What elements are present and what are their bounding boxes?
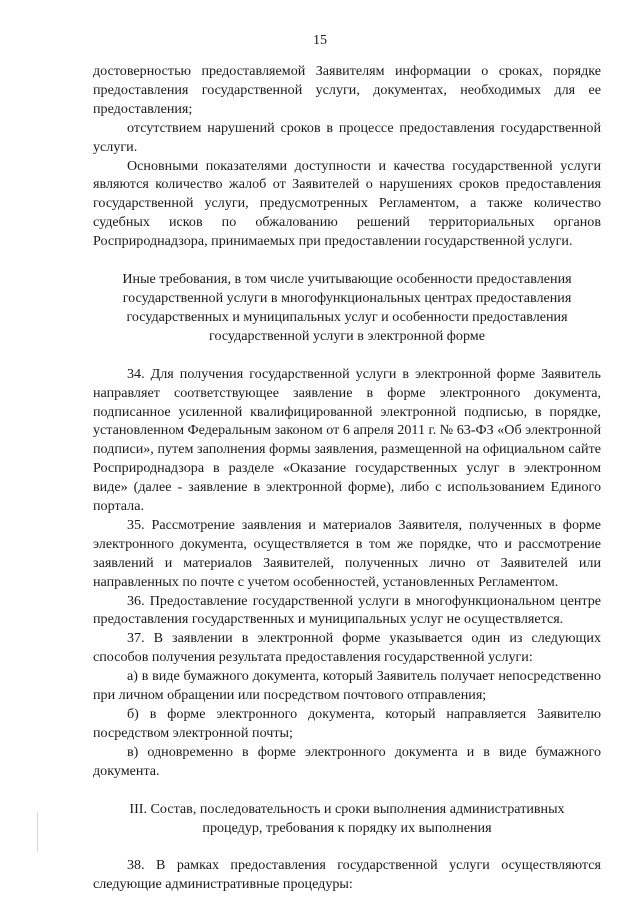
list-item-c: в) одновременно в форме электронного документа и в виде бумажного документа. bbox=[93, 743, 601, 779]
paragraph-35: 35. Рассмотрение заявления и материалов Заявителя, полученных в форме электронного документа, осуществляется в том же порядке, что и рассмотрение заявлений и материалов Заявителей, полученных лично от Заявителей или направленных по почте с учетом особенностей, установленных Регламентом. bbox=[93, 516, 601, 590]
section-heading-other-requirements bbox=[93, 270, 601, 346]
paragraph: Основными показателями доступности и качества государственной услуги являются количество жалоб от Заявителей о нарушениях сроков предоставления государственной услуги, предусмотренных Регламентом, а также количество судебных исков по обжалованию решений территориальных органов Росприроднадзора, принимаемых при предоставлении государственной услуги. bbox=[93, 157, 601, 250]
heading-line: государственной услуги в электронной форме bbox=[209, 327, 485, 344]
heading-line: государственных и муниципальных услуг и особенности предоставления bbox=[126, 308, 568, 325]
heading-line: Иные требования, в том числе учитывающие особенности предоставления bbox=[122, 271, 572, 288]
paragraph-37: 37. В заявлении в электронной форме указывается один из следующих способов получения результата предоставления государственной услуги: bbox=[93, 630, 601, 666]
heading-line: III. Состав, последовательность и сроки выполнения административных bbox=[129, 800, 565, 817]
page-number: 15 bbox=[313, 33, 327, 48]
heading-line: процедур, требования к порядку их выполнения bbox=[202, 819, 492, 836]
paragraph: достоверностью предоставляемой Заявителям информации о сроках, порядке предоставления государственной услуги, документах, необходимых для ее предоставления; bbox=[93, 63, 601, 117]
heading-line: государственной услуги в многофункциональных центрах предоставления bbox=[122, 289, 572, 306]
paragraph: отсутствием нарушений сроков в процессе предоставления государственной услуги. bbox=[93, 119, 601, 155]
list-item-b: б) в форме электронного документа, который направляется Заявителю посредством электронной почты; bbox=[93, 706, 601, 741]
document-body bbox=[93, 62, 601, 894]
list-item-a: а) в виде бумажного документа, который Заявитель получает непосредственно при личном обращении или посредством почтового отправления; bbox=[93, 668, 601, 704]
paragraph-38: 38. В рамках предоставления государственной услуги осуществляются следующие административные процедуры: bbox=[93, 857, 601, 893]
scan-margin-mark bbox=[37, 812, 38, 852]
paragraph-36: 36. Предоставление государственной услуги в многофункциональном центре предоставления государственных и муниципальных услуг не осуществляется. bbox=[93, 592, 601, 628]
paragraph-34: 34. Для получения государственной услуги в электронной форме Заявитель направляет соответствующее заявление в форме электронного документа, подписанное усиленной квалифицированной электронной подписью, в порядке, установленном Федеральным законом от 6 апреля 2011 г. № 63-ФЗ «Об электронной подписи», путем заполнения формы заявления, размещенной на официальном сайте Росприроднадзора в разделе «Оказание государственных услуг в электронном виде» (далее - заявление в электронной форме), либо с использованием Единого портала. bbox=[93, 365, 602, 515]
section-heading-iii bbox=[93, 800, 601, 838]
